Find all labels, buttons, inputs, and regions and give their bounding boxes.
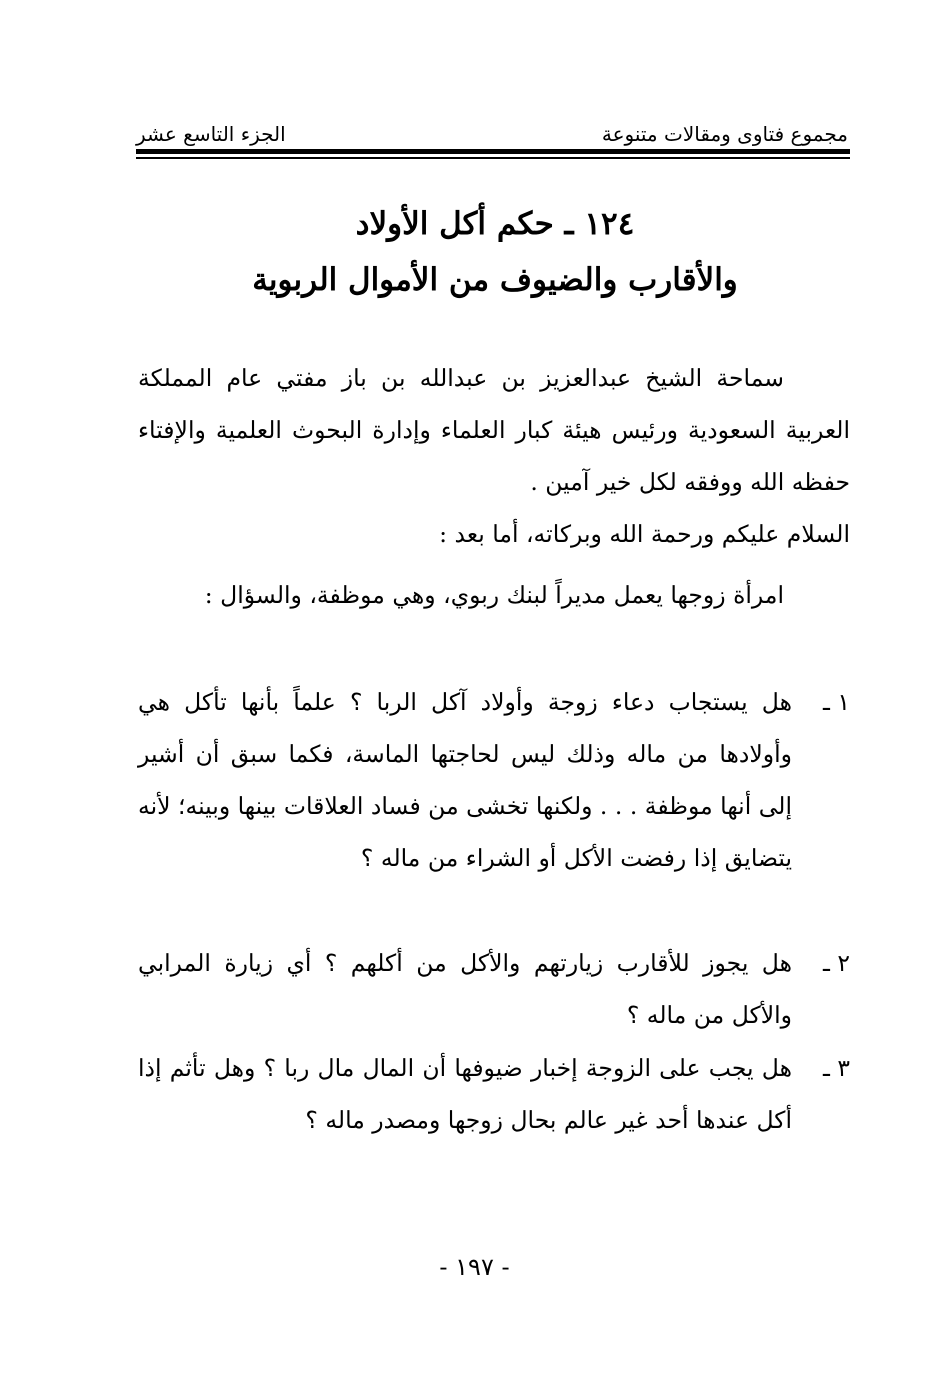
question-number: ١ ـ	[823, 688, 850, 716]
question-number: ٢ ـ	[823, 949, 850, 977]
question-text: هل يجوز للأقارب زيارتهم والأكل من أكلهم ؟ أي زيارة المرابي والأكل من ماله ؟	[138, 949, 792, 1029]
page-number: - ١٩٧ -	[439, 1253, 510, 1281]
title-line-2: والأقارب والضيوف من الأموال الربوية	[252, 262, 738, 298]
question-text: هل يستجاب دعاء زوجة وأولاد آكل الربا ؟ علماً بأنها تأكل هي وأولادها من ماله وذلك ليس لحاجتها الماسة، فكما سبق أن أشير إلى أنها موظفة . . . ولكنها تخشى من فساد العلاقات بينها وبينه؛ لأنه يتضايق إذا رفضت الأكل أو الشراء من ماله ؟	[138, 688, 792, 872]
question-item	[138, 676, 850, 884]
book-title: مجموع فتاوى ومقالات متنوعة	[601, 122, 848, 146]
running-header	[136, 112, 848, 146]
header-rule-thin	[136, 157, 850, 159]
intro-paragraph: سماحة الشيخ عبدالعزيز بن عبدالله بن باز مفتي عام المملكة العربية السعودية ورئيس هيئة كبار العلماء وإدارة البحوث العلمية والإفتاء حفظه الله ووفقه لكل خير آمين .	[138, 364, 850, 496]
question-list-item-1	[138, 676, 850, 884]
question-item	[138, 1042, 850, 1146]
question-item	[138, 937, 850, 1041]
question-list-item-3	[138, 1042, 850, 1146]
question-number: ٣ ـ	[823, 1054, 850, 1082]
title-line-1: ١٢٤ ـ حكم أكل الأولاد	[355, 206, 635, 242]
header-rule-thick	[136, 149, 850, 154]
volume-label: الجزء التاسع عشر	[136, 122, 286, 146]
question-intro-paragraph: امرأة زوجها يعمل مديراً لبنك ربوي، وهي موظفة، والسؤال :	[204, 581, 784, 609]
salam-paragraph: السلام عليكم ورحمة الله وبركاته، أما بعد :	[439, 520, 850, 548]
article-title	[150, 196, 840, 308]
question-list-item-2	[138, 937, 850, 1041]
question-text: هل يجب على الزوجة إخبار ضيوفها أن المال مال ربا ؟ وهل تأثم إذا أكل عندها أحد غير عالم بحال زوجها ومصدر ماله ؟	[138, 1054, 792, 1134]
